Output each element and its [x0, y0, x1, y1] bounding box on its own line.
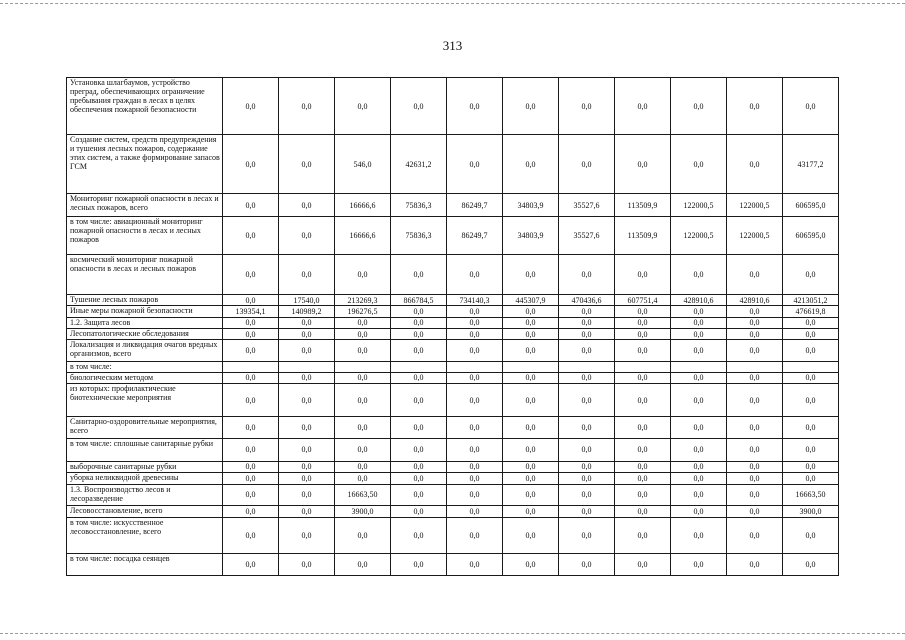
value-cell: 0,0	[503, 317, 559, 328]
value-cell: 0,0	[335, 554, 391, 576]
value-cell	[503, 362, 559, 372]
row-label: Создание систем, средств предупреждения и тушения лесных пожаров, содержание этих систем, а также формирование запасов ГСМ	[67, 135, 223, 194]
value-cell	[223, 362, 279, 372]
value-cell: 0,0	[559, 517, 615, 553]
row-label: космический мониторинг пожарной опасности в лесах и лесных пожаров	[67, 255, 223, 294]
value-cell: 139354,1	[223, 306, 279, 317]
value-cell: 122000,5	[671, 217, 727, 255]
value-cell: 0,0	[503, 473, 559, 484]
row-label: в том числе: искусственное лесовосстановление, всего	[67, 517, 223, 553]
page-number: 313	[442, 38, 463, 53]
scan-edge-top	[0, 3, 905, 4]
value-cell: 0,0	[615, 484, 671, 506]
value-cell: 0,0	[783, 255, 839, 294]
value-cell: 0,0	[559, 417, 615, 439]
value-cell: 0,0	[447, 372, 503, 383]
table-row	[67, 438, 839, 461]
value-cell: 0,0	[223, 372, 279, 383]
value-cell: 0,0	[391, 78, 447, 135]
row-label: 1.2. Защита лесов	[67, 317, 223, 328]
value-cell: 0,0	[279, 517, 335, 553]
value-cell: 0,0	[223, 294, 279, 305]
value-cell: 0,0	[391, 473, 447, 484]
value-cell: 0,0	[391, 255, 447, 294]
value-cell: 0,0	[279, 417, 335, 439]
value-cell: 0,0	[727, 340, 783, 362]
row-label: биологическим методом	[67, 372, 223, 383]
value-cell	[559, 362, 615, 372]
value-cell: 0,0	[447, 554, 503, 576]
value-cell: 0,0	[335, 329, 391, 340]
row-label: Иные меры пожарной безопасности	[67, 306, 223, 317]
value-cell: 0,0	[447, 135, 503, 194]
row-label: в том числе: авиационный мониторинг пожарной опасности в лесах и лесных пожаров	[67, 217, 223, 255]
value-cell: 0,0	[559, 329, 615, 340]
value-cell: 866784,5	[391, 294, 447, 305]
value-cell: 0,0	[279, 383, 335, 416]
value-cell: 0,0	[671, 473, 727, 484]
value-cell: 606595,0	[783, 194, 839, 217]
value-cell: 0,0	[727, 372, 783, 383]
table-row	[67, 484, 839, 506]
value-cell: 0,0	[615, 317, 671, 328]
value-cell: 0,0	[503, 306, 559, 317]
value-cell: 0,0	[335, 417, 391, 439]
value-cell: 86249,7	[447, 217, 503, 255]
value-cell	[783, 362, 839, 372]
value-cell: 0,0	[279, 461, 335, 472]
value-cell: 0,0	[783, 329, 839, 340]
value-cell: 0,0	[223, 473, 279, 484]
value-cell: 0,0	[559, 340, 615, 362]
value-cell: 122000,5	[671, 194, 727, 217]
row-label: в том числе:	[67, 362, 223, 372]
value-cell: 0,0	[559, 438, 615, 461]
table-row	[67, 135, 839, 194]
table-row	[67, 461, 839, 472]
value-cell: 16666,6	[335, 194, 391, 217]
value-cell: 0,0	[671, 383, 727, 416]
value-cell: 0,0	[223, 217, 279, 255]
value-cell: 0,0	[279, 194, 335, 217]
value-cell: 0,0	[391, 517, 447, 553]
value-cell: 42631,2	[391, 135, 447, 194]
value-cell: 0,0	[391, 340, 447, 362]
value-cell: 0,0	[335, 372, 391, 383]
row-label: Мониторинг пожарной опасности в лесах и лесных пожаров, всего	[67, 194, 223, 217]
value-cell: 0,0	[335, 473, 391, 484]
value-cell: 0,0	[727, 329, 783, 340]
value-cell: 0,0	[279, 329, 335, 340]
table-row	[67, 294, 839, 305]
value-cell: 606595,0	[783, 217, 839, 255]
value-cell: 0,0	[279, 506, 335, 517]
table-row	[67, 255, 839, 294]
value-cell: 0,0	[671, 554, 727, 576]
value-cell: 0,0	[615, 461, 671, 472]
value-cell: 0,0	[727, 438, 783, 461]
value-cell: 0,0	[503, 78, 559, 135]
value-cell: 0,0	[503, 372, 559, 383]
value-cell: 17540,0	[279, 294, 335, 305]
value-cell: 0,0	[223, 461, 279, 472]
value-cell: 0,0	[615, 473, 671, 484]
value-cell: 0,0	[559, 372, 615, 383]
value-cell: 0,0	[503, 517, 559, 553]
value-cell: 0,0	[615, 372, 671, 383]
value-cell: 0,0	[391, 438, 447, 461]
value-cell: 0,0	[559, 506, 615, 517]
value-cell: 0,0	[223, 517, 279, 553]
value-cell: 0,0	[559, 255, 615, 294]
table-row	[67, 372, 839, 383]
value-cell	[279, 362, 335, 372]
value-cell: 0,0	[783, 554, 839, 576]
value-cell: 0,0	[783, 438, 839, 461]
value-cell: 140989,2	[279, 306, 335, 317]
value-cell: 0,0	[671, 372, 727, 383]
value-cell: 0,0	[447, 306, 503, 317]
value-cell: 0,0	[615, 383, 671, 416]
value-cell: 0,0	[559, 484, 615, 506]
value-cell: 0,0	[391, 417, 447, 439]
value-cell: 0,0	[447, 484, 503, 506]
value-cell: 0,0	[391, 317, 447, 328]
table-row	[67, 506, 839, 517]
value-cell: 0,0	[223, 484, 279, 506]
value-cell: 0,0	[335, 383, 391, 416]
value-cell: 0,0	[447, 461, 503, 472]
value-cell: 213269,3	[335, 294, 391, 305]
value-cell: 0,0	[223, 383, 279, 416]
value-cell: 0,0	[223, 255, 279, 294]
value-cell: 16666,6	[335, 217, 391, 255]
value-cell: 43177,2	[783, 135, 839, 194]
value-cell	[335, 362, 391, 372]
value-cell: 0,0	[279, 340, 335, 362]
value-cell: 0,0	[671, 78, 727, 135]
table-row	[67, 217, 839, 255]
value-cell: 3900,0	[783, 506, 839, 517]
value-cell: 0,0	[559, 78, 615, 135]
value-cell: 0,0	[335, 461, 391, 472]
value-cell: 0,0	[727, 506, 783, 517]
table-row	[67, 306, 839, 317]
value-cell: 445307,9	[503, 294, 559, 305]
value-cell: 428910,6	[727, 294, 783, 305]
row-label: уборка неликвидной древесины	[67, 473, 223, 484]
value-cell: 0,0	[727, 135, 783, 194]
table-row	[67, 473, 839, 484]
value-cell: 34803,9	[503, 217, 559, 255]
value-cell: 0,0	[783, 517, 839, 553]
value-cell: 0,0	[783, 372, 839, 383]
value-cell: 0,0	[335, 517, 391, 553]
table-row	[67, 329, 839, 340]
value-cell: 0,0	[503, 438, 559, 461]
value-cell: 0,0	[391, 383, 447, 416]
scan-edge-bottom	[0, 633, 905, 634]
value-cell: 0,0	[391, 372, 447, 383]
value-cell: 0,0	[503, 340, 559, 362]
value-cell: 86249,7	[447, 194, 503, 217]
value-cell	[615, 362, 671, 372]
value-cell: 113509,9	[615, 217, 671, 255]
value-cell: 734140,3	[447, 294, 503, 305]
value-cell: 0,0	[391, 554, 447, 576]
row-label: из которых: профилактические биотехнические мероприятия	[67, 383, 223, 416]
value-cell: 0,0	[783, 417, 839, 439]
value-cell: 122000,5	[727, 217, 783, 255]
value-cell: 0,0	[503, 329, 559, 340]
value-cell: 0,0	[559, 461, 615, 472]
budget-table	[66, 77, 839, 576]
value-cell: 0,0	[279, 78, 335, 135]
value-cell: 0,0	[783, 473, 839, 484]
value-cell: 0,0	[559, 554, 615, 576]
value-cell: 16663,50	[783, 484, 839, 506]
value-cell: 35527,6	[559, 194, 615, 217]
table-row	[67, 317, 839, 328]
value-cell: 0,0	[391, 306, 447, 317]
value-cell: 0,0	[727, 417, 783, 439]
value-cell: 75836,3	[391, 194, 447, 217]
value-cell: 0,0	[783, 317, 839, 328]
value-cell: 196276,5	[335, 306, 391, 317]
value-cell: 0,0	[671, 255, 727, 294]
value-cell: 0,0	[671, 506, 727, 517]
value-cell: 0,0	[559, 383, 615, 416]
value-cell: 0,0	[279, 217, 335, 255]
row-label: Лесовосстановление, всего	[67, 506, 223, 517]
value-cell: 75836,3	[391, 217, 447, 255]
value-cell: 0,0	[223, 506, 279, 517]
value-cell: 0,0	[447, 317, 503, 328]
value-cell	[447, 362, 503, 372]
value-cell: 0,0	[223, 78, 279, 135]
value-cell	[671, 362, 727, 372]
row-label: выборочные санитарные рубки	[67, 461, 223, 472]
value-cell: 4213051,2	[783, 294, 839, 305]
value-cell: 0,0	[615, 135, 671, 194]
value-cell: 0,0	[503, 255, 559, 294]
value-cell: 0,0	[223, 135, 279, 194]
value-cell: 0,0	[671, 417, 727, 439]
value-cell: 0,0	[615, 340, 671, 362]
value-cell: 0,0	[559, 473, 615, 484]
value-cell: 0,0	[671, 438, 727, 461]
value-cell: 0,0	[727, 484, 783, 506]
table-row	[67, 194, 839, 217]
table-row	[67, 554, 839, 576]
value-cell: 470436,6	[559, 294, 615, 305]
value-cell: 0,0	[559, 306, 615, 317]
value-cell: 0,0	[279, 473, 335, 484]
row-label: в том числе: сплошные санитарные рубки	[67, 438, 223, 461]
value-cell: 0,0	[615, 78, 671, 135]
value-cell: 0,0	[335, 78, 391, 135]
value-cell: 0,0	[447, 340, 503, 362]
value-cell: 0,0	[447, 383, 503, 416]
row-label: Лесопатологические обследования	[67, 329, 223, 340]
value-cell: 0,0	[559, 317, 615, 328]
value-cell: 0,0	[727, 306, 783, 317]
value-cell: 0,0	[615, 417, 671, 439]
value-cell: 0,0	[223, 438, 279, 461]
value-cell: 607751,4	[615, 294, 671, 305]
value-cell: 0,0	[783, 340, 839, 362]
value-cell: 0,0	[223, 417, 279, 439]
value-cell: 0,0	[279, 372, 335, 383]
value-cell: 0,0	[279, 554, 335, 576]
value-cell: 0,0	[503, 554, 559, 576]
value-cell: 0,0	[727, 461, 783, 472]
row-label: Локализация и ликвидация очагов вредных организмов, всего	[67, 340, 223, 362]
row-label: 1.3. Воспроизводство лесов и лесоразведение	[67, 484, 223, 506]
value-cell: 0,0	[223, 340, 279, 362]
value-cell: 0,0	[615, 554, 671, 576]
value-cell: 0,0	[335, 438, 391, 461]
value-cell: 0,0	[671, 329, 727, 340]
row-label: Установка шлагбаумов, устройство преград, обеспечивающих ограничение пребывания граждан в лесах в целях обеспечения пожарной безопасности	[67, 78, 223, 135]
value-cell: 0,0	[671, 461, 727, 472]
value-cell: 0,0	[223, 554, 279, 576]
value-cell: 122000,5	[727, 194, 783, 217]
value-cell: 0,0	[727, 473, 783, 484]
value-cell: 0,0	[559, 135, 615, 194]
value-cell: 546,0	[335, 135, 391, 194]
table-row	[67, 78, 839, 135]
value-cell: 0,0	[671, 306, 727, 317]
value-cell: 0,0	[615, 306, 671, 317]
table-row	[67, 340, 839, 362]
value-cell: 0,0	[335, 255, 391, 294]
value-cell: 0,0	[447, 255, 503, 294]
value-cell: 0,0	[447, 417, 503, 439]
value-cell: 0,0	[671, 517, 727, 553]
value-cell: 0,0	[503, 461, 559, 472]
value-cell: 0,0	[279, 135, 335, 194]
value-cell: 476619,8	[783, 306, 839, 317]
value-cell: 0,0	[391, 484, 447, 506]
value-cell: 0,0	[447, 329, 503, 340]
value-cell: 0,0	[615, 438, 671, 461]
value-cell: 0,0	[783, 78, 839, 135]
value-cell: 0,0	[447, 506, 503, 517]
value-cell: 0,0	[447, 517, 503, 553]
value-cell: 0,0	[279, 255, 335, 294]
value-cell: 0,0	[391, 461, 447, 472]
value-cell: 0,0	[783, 383, 839, 416]
value-cell: 0,0	[503, 484, 559, 506]
value-cell: 0,0	[727, 317, 783, 328]
value-cell: 0,0	[615, 329, 671, 340]
value-cell: 0,0	[615, 517, 671, 553]
value-cell: 0,0	[335, 340, 391, 362]
value-cell: 0,0	[447, 78, 503, 135]
value-cell: 0,0	[727, 517, 783, 553]
value-cell: 0,0	[671, 340, 727, 362]
row-label: Санитарно-оздоровительные мероприятия, всего	[67, 417, 223, 439]
value-cell: 0,0	[503, 506, 559, 517]
value-cell: 0,0	[223, 194, 279, 217]
value-cell: 3900,0	[335, 506, 391, 517]
value-cell: 16663,50	[335, 484, 391, 506]
value-cell: 113509,9	[615, 194, 671, 217]
table-row	[67, 517, 839, 553]
value-cell	[727, 362, 783, 372]
value-cell: 0,0	[727, 383, 783, 416]
value-cell: 0,0	[671, 317, 727, 328]
row-label: в том числе: посадка сеянцев	[67, 554, 223, 576]
value-cell: 428910,6	[671, 294, 727, 305]
value-cell: 0,0	[615, 506, 671, 517]
row-label: Тушение лесных пожаров	[67, 294, 223, 305]
value-cell: 0,0	[223, 317, 279, 328]
value-cell: 35527,6	[559, 217, 615, 255]
value-cell: 0,0	[223, 329, 279, 340]
value-cell: 0,0	[447, 473, 503, 484]
value-cell: 0,0	[727, 554, 783, 576]
value-cell: 0,0	[503, 135, 559, 194]
value-cell	[391, 362, 447, 372]
value-cell: 0,0	[279, 484, 335, 506]
value-cell: 0,0	[671, 135, 727, 194]
value-cell: 0,0	[783, 461, 839, 472]
table-row	[67, 362, 839, 372]
value-cell: 0,0	[615, 255, 671, 294]
table-body	[67, 78, 839, 576]
value-cell: 0,0	[335, 317, 391, 328]
value-cell: 0,0	[279, 438, 335, 461]
value-cell: 0,0	[727, 78, 783, 135]
value-cell: 0,0	[279, 317, 335, 328]
value-cell: 0,0	[391, 329, 447, 340]
table-row	[67, 417, 839, 439]
value-cell: 0,0	[503, 383, 559, 416]
value-cell: 34803,9	[503, 194, 559, 217]
value-cell: 0,0	[503, 417, 559, 439]
value-cell: 0,0	[391, 506, 447, 517]
table-row	[67, 383, 839, 416]
value-cell: 0,0	[727, 255, 783, 294]
value-cell: 0,0	[671, 484, 727, 506]
value-cell: 0,0	[447, 438, 503, 461]
